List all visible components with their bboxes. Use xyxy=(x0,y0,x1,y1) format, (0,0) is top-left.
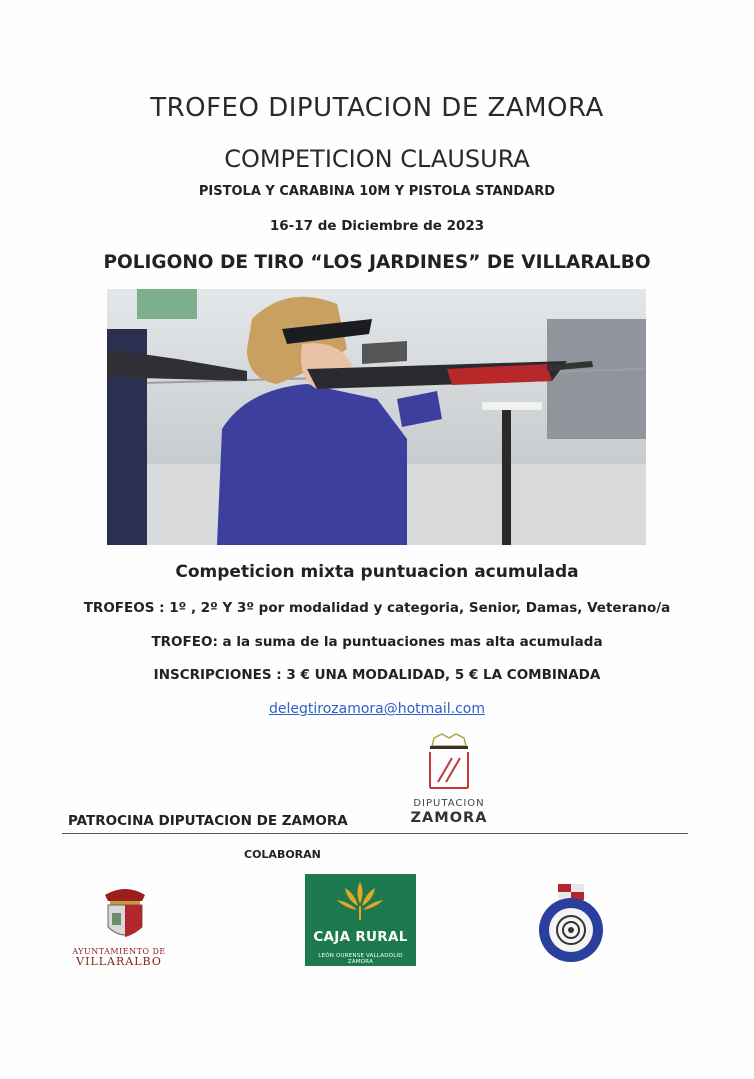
diputacion-logo-line1: DIPUTACION xyxy=(413,798,485,809)
caja-rural-regions: LEÓN OURENSE VALLADOLID ZAMORA xyxy=(318,953,403,965)
diputacion-logo-line2: ZAMORA xyxy=(410,810,488,826)
event-title: TROFEO DIPUTACION DE ZAMORA xyxy=(150,93,604,123)
ayuntamiento-name-line1: AYUNTAMIENTO DE xyxy=(72,947,166,956)
trophy-text: TROFEO: a la suma de la puntuaciones mas alta acumulada xyxy=(151,634,603,650)
competition-format: Competicion mixta puntuacion acumulada xyxy=(175,562,579,582)
event-dates: 16-17 de Diciembre de 2023 xyxy=(269,218,485,234)
sponsor-label: PATROCINA DIPUTACION DE ZAMORA xyxy=(68,813,348,829)
divider xyxy=(62,833,688,834)
event-subtitle: COMPETICION CLAUSURA xyxy=(224,145,530,173)
trophies-text: TROFEOS : 1º , 2º Y 3º por modalidad y categoria, Senior, Damas, Veterano/a xyxy=(83,600,671,616)
registration-text: INSCRIPCIONES : 3 € UNA MODALIDAD, 5 € LA COMBINADA xyxy=(153,667,601,683)
federacion-tiro-logo xyxy=(534,882,608,964)
ayuntamiento-crest-logo xyxy=(90,883,160,953)
disciplines-text: PISTOLA Y CARABINA 10M Y PISTOLA STANDARD xyxy=(198,184,556,199)
shooter-photo xyxy=(107,289,646,545)
contact-email-link[interactable]: delegtirozamora@hotmail.com xyxy=(268,701,486,717)
caja-rural-name: CAJA RURAL xyxy=(313,929,408,945)
ayuntamiento-name-line2: VILLARALBO xyxy=(76,955,162,968)
collaborators-label: COLABORAN xyxy=(244,848,321,861)
venue-text: POLIGONO DE TIRO “LOS JARDINES” DE VILLARALBO xyxy=(103,252,651,273)
